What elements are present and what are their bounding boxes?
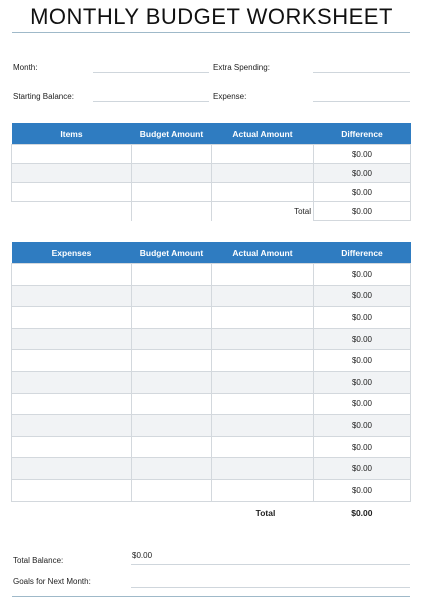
budget-cell[interactable] [132, 328, 212, 350]
total-spacer [12, 202, 132, 221]
difference-cell: $0.00 [314, 285, 411, 307]
difference-cell: $0.00 [314, 328, 411, 350]
budget-cell[interactable] [132, 458, 212, 480]
actual-cell[interactable] [212, 436, 314, 458]
budget-cell[interactable] [132, 264, 212, 286]
budget-cell[interactable] [132, 285, 212, 307]
difference-cell: $0.00 [314, 393, 411, 415]
difference-cell: $0.00 [314, 183, 411, 202]
header-actual-amount: Actual Amount [212, 242, 314, 264]
expenses-table-header [12, 242, 411, 264]
expense-cell[interactable] [12, 436, 132, 458]
expenses-total-row [12, 501, 411, 524]
expense-cell[interactable] [12, 393, 132, 415]
table-row [12, 393, 411, 415]
difference-cell: $0.00 [314, 458, 411, 480]
starting-balance-label: Starting Balance: [13, 92, 74, 101]
expense-cell[interactable] [12, 415, 132, 437]
difference-cell: $0.00 [314, 415, 411, 437]
budget-cell[interactable] [132, 307, 212, 329]
table-row [12, 285, 411, 307]
title-divider [12, 32, 410, 33]
header-difference: Difference [314, 123, 411, 145]
budget-cell[interactable] [132, 415, 212, 437]
actual-cell[interactable] [212, 183, 314, 202]
budget-cell[interactable] [132, 393, 212, 415]
page-title: MONTHLY BUDGET WORKSHEET [30, 4, 393, 29]
budget-cell[interactable] [132, 183, 212, 202]
difference-cell: $0.00 [314, 264, 411, 286]
header-budget-amount: Budget Amount [132, 242, 212, 264]
items-total-row [12, 202, 411, 221]
item-cell[interactable] [12, 145, 132, 164]
month-label: Month: [13, 63, 38, 72]
header-items: Items [12, 123, 132, 145]
bottom-divider [12, 596, 410, 597]
actual-cell[interactable] [212, 145, 314, 164]
total-balance-value: $0.00 [132, 551, 153, 560]
actual-cell[interactable] [212, 371, 314, 393]
table-row [12, 415, 411, 437]
table-row [12, 264, 411, 286]
difference-cell: $0.00 [314, 436, 411, 458]
header-actual-amount: Actual Amount [212, 123, 314, 145]
actual-cell[interactable] [212, 415, 314, 437]
items-table-header [12, 123, 411, 145]
expense-cell[interactable] [12, 458, 132, 480]
budget-cell[interactable] [132, 436, 212, 458]
total-spacer [132, 501, 212, 524]
actual-cell[interactable] [212, 458, 314, 480]
difference-cell: $0.00 [314, 479, 411, 501]
actual-cell[interactable] [212, 350, 314, 372]
difference-cell: $0.00 [314, 307, 411, 329]
header-expenses: Expenses [12, 242, 132, 264]
item-cell[interactable] [12, 183, 132, 202]
difference-cell: $0.00 [314, 164, 411, 183]
goals-field[interactable] [131, 587, 410, 588]
expense-cell[interactable] [12, 328, 132, 350]
header-difference: Difference [314, 242, 411, 264]
total-spacer [132, 202, 212, 221]
expenses-total-label: Total [212, 501, 314, 524]
difference-cell: $0.00 [314, 145, 411, 164]
items-table [11, 123, 411, 221]
table-row [12, 479, 411, 501]
budget-cell[interactable] [132, 145, 212, 164]
difference-cell: $0.00 [314, 371, 411, 393]
actual-cell[interactable] [212, 328, 314, 350]
expense-cell[interactable] [12, 285, 132, 307]
expense-cell[interactable] [12, 350, 132, 372]
total-balance-field[interactable] [131, 564, 410, 565]
table-row [12, 164, 411, 183]
budget-cell[interactable] [132, 164, 212, 183]
month-field[interactable] [93, 72, 209, 73]
table-row [12, 307, 411, 329]
items-total-label: Total [212, 202, 314, 221]
actual-cell[interactable] [212, 285, 314, 307]
header-budget-amount: Budget Amount [132, 123, 212, 145]
actual-cell[interactable] [212, 164, 314, 183]
expenses-total-value: $0.00 [314, 501, 411, 524]
expense-cell[interactable] [12, 264, 132, 286]
items-total-value: $0.00 [314, 202, 411, 221]
actual-cell[interactable] [212, 479, 314, 501]
expense-cell[interactable] [12, 371, 132, 393]
actual-cell[interactable] [212, 307, 314, 329]
expense-cell[interactable] [12, 479, 132, 501]
expenses-table [11, 242, 411, 524]
extra-spending-label: Extra Spending: [213, 63, 270, 72]
actual-cell[interactable] [212, 393, 314, 415]
table-row [12, 436, 411, 458]
total-spacer [12, 501, 132, 524]
table-row [12, 458, 411, 480]
difference-cell: $0.00 [314, 350, 411, 372]
budget-cell[interactable] [132, 350, 212, 372]
budget-cell[interactable] [132, 479, 212, 501]
budget-cell[interactable] [132, 371, 212, 393]
extra-spending-field[interactable] [313, 72, 410, 73]
actual-cell[interactable] [212, 264, 314, 286]
table-row [12, 145, 411, 164]
item-cell[interactable] [12, 164, 132, 183]
table-row [12, 350, 411, 372]
expense-cell[interactable] [12, 307, 132, 329]
table-row [12, 371, 411, 393]
starting-balance-field[interactable] [93, 101, 209, 102]
total-balance-label: Total Balance: [13, 556, 64, 565]
goals-label: Goals for Next Month: [13, 577, 91, 586]
table-row [12, 183, 411, 202]
table-row [12, 328, 411, 350]
expense-label: Expense: [213, 92, 247, 101]
expense-field[interactable] [313, 101, 410, 102]
